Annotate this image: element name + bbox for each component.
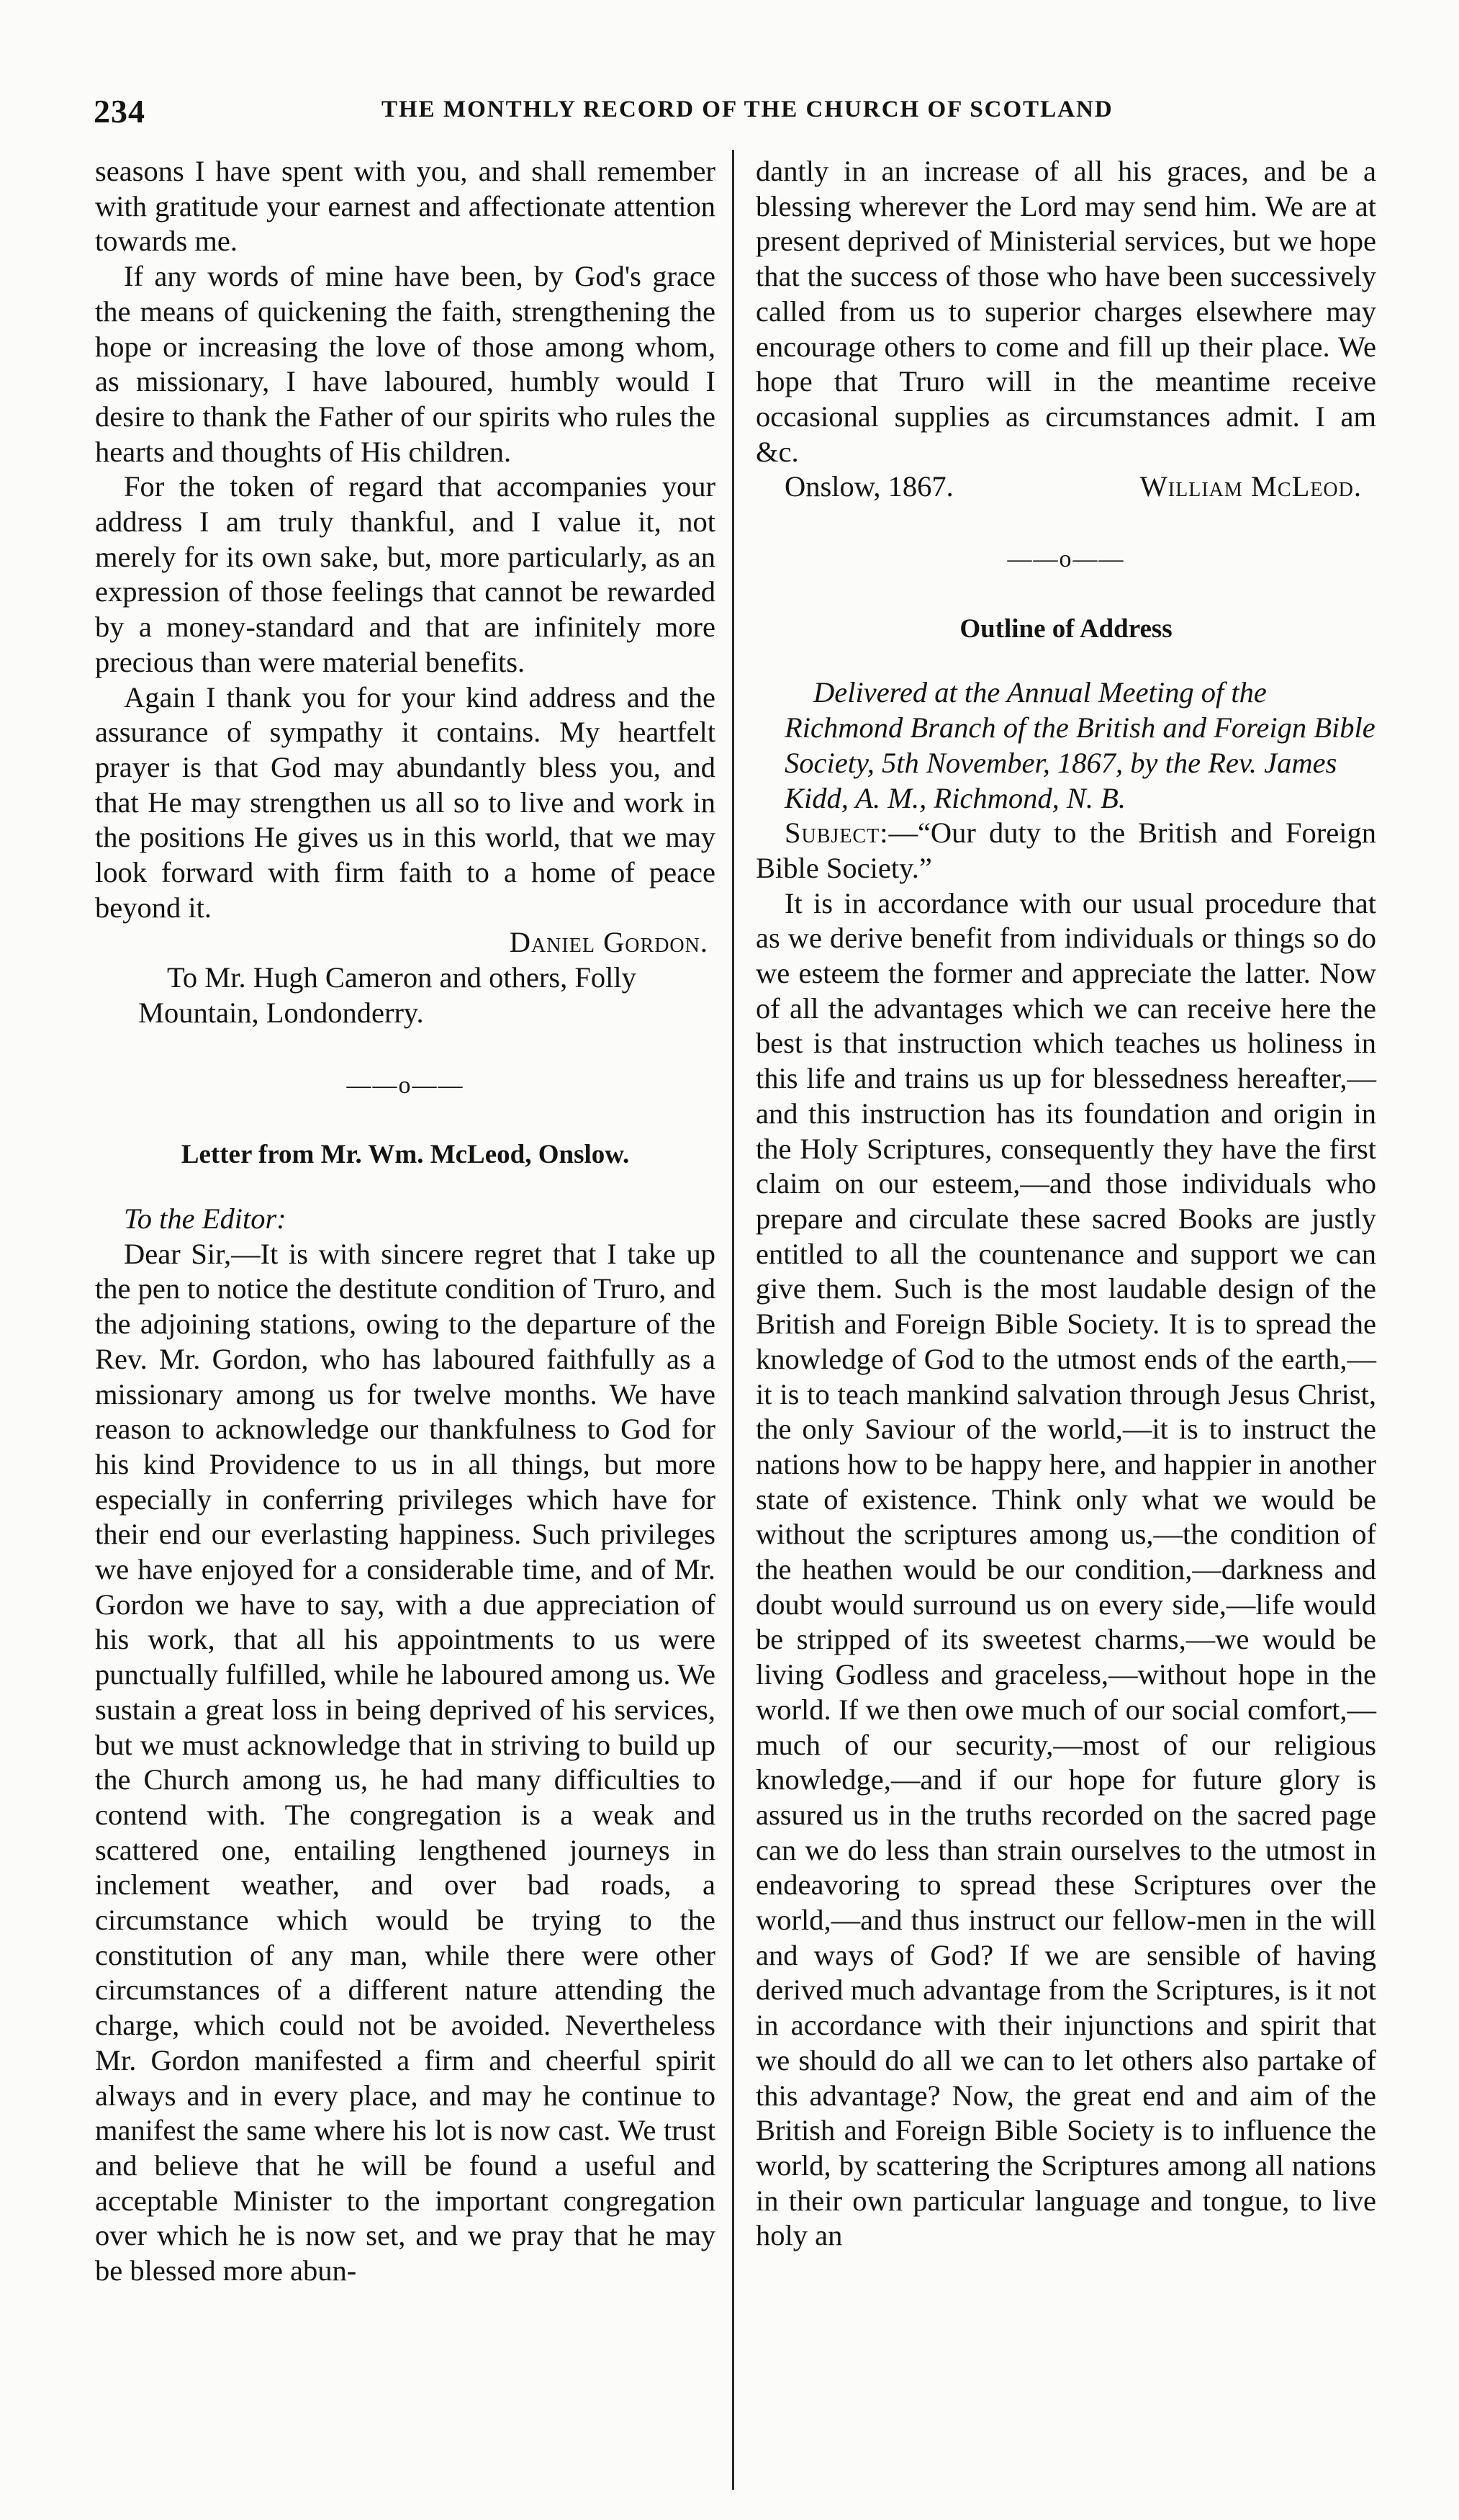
mcleod-salutation: To the Editor: (124, 1202, 286, 1235)
mcleod-signature-line (756, 469, 1376, 505)
running-head (94, 92, 1360, 135)
subject-text: —“Our duty to the British and Foreign Bible Society.” (756, 816, 1376, 884)
address-heading: Outline of Address (959, 613, 1173, 644)
gordon-addressee: To Mr. Hugh Cameron and others, Folly Mountain, Londonderry. (138, 961, 636, 1029)
right-column (756, 154, 1376, 2254)
address-paragraph-1: It is in accordance with our usual procedure that as we derive benefit from individuals or things so do we esteem the former and appreciate the latter. Now of all the advantages which we can receive here the best is that instruction which teaches us holiness in this life and trains us up for blessedness hereafter,—and this instruction has its foundation and origin in the Holy Scriptures, consequently they have the first claim on our esteem,—and those individuals who prepare and circulate these sacred Books are justly entitled to all the countenance and support we can give them. Such is the most laudable design of the British and Foreign Bible Society. It is to spread the knowledge of God to the utmost ends of the earth,—it is to teach mankind salvation through Jesus Christ, the only Saviour of the world,—it is to instruct the nations how to be happy here, and happier in another state of existence. Think only what we would be without the scriptures among us,—the condition of the heathen would be our condition,—darkness and doubt would surround us on every side,—life would be stripped of its sweetest charms,—we would be living Godless and graceless,—without hope in the world. If we then owe much of our social comfort,—much of our security,—most of our religious knowledge,—and if our hope for future glory is assured us in the truths recorded on the sacred page can we do less than strain ourselves to the utmost in endeavoring to spread these Scriptures over the world,—and thus instruct our fellow-men in the will and ways of God? If we are sensible of having derived much advantage from the Scriptures, is it not in accordance with their injunctions and spirit that we should do all we can to let others also partake of this advantage? Now, the great end and aim of the British and Foreign Bible Society is to influence the world, by scattering the Scriptures among all nations in their own particular language and tongue, to live holy an (756, 886, 1376, 2252)
mcleod-place-date: Onslow, 1867. (785, 470, 954, 503)
address-subject (756, 816, 1376, 886)
gordon-letter-paragraph-4: Again I thank you for your kind address and the assurance of sympathy it contains. My heartfelt prayer is that God may abundantly bless you, and that He may strengthen us all so to live and work in the positions He gives us in this world, that we may look forward with firm faith to a home of peace beyond it. (95, 680, 715, 924)
section-separator: ——o—— (346, 1071, 464, 1099)
left-column (95, 154, 715, 2289)
page-number: 234 (94, 93, 145, 130)
mcleod-letter-heading: Letter from Mr. Wm. McLeod, Onslow. (181, 1140, 630, 1170)
address-subtitle: Delivered at the Annual Meeting of the Richmond Branch of the British and Foreign Bible Society, 5th November, 1867, by the Rev. James Kidd, A. M., Richmond, N. B. (785, 676, 1376, 814)
mcleod-letter-paragraph-1: Dear Sir,—It is with sincere regret that I take up the pen to notice the destitute condition of Truro, and the adjoining stations, owing to the departure of the Rev. Mr. Gordon, who has laboured faithfully as a missionary among us for twelve months. We have reason to acknowledge our thankfulness to God for his kind Providence to us in all things, but more especially in conferring privileges which have for their end our everlasting happiness. Such privileges we have enjoyed for a considerable time, and of Mr. Gordon we have to say, with a due appreciation of his work, that all his appointments to us were punctually fulfilled, while he laboured among us. We sustain a great loss in being deprived of his services, but we must acknowledge that in striving to build up the Church among us, he had many difficulties to contend with. The congregation is a weak and scattered one, entailing lengthened journeys in inclement weather, and over bad roads, a circumstance which would be trying to the constitution of any man, while there were other circumstances of a different nature attending the charge, which could not be avoided. Nevertheless Mr. Gordon manifested a firm and cheerful spirit always and in every place, and may he continue to manifest the same where his lot is now cast. We trust and believe that he will be found a useful and acceptable Minister to the important congregation over which he is now set, and we pray that he may be blessed more abun- (95, 1237, 715, 2287)
mcleod-signature: William McLeod. (1139, 470, 1362, 503)
column-divider (732, 150, 734, 2490)
gordon-letter-paragraph-3: For the token of regard that accompanies your address I am truly thankful, and I value it, not merely for its own sake, but, more particularly, as an expression of those feelings that cannot be rewarded by a money-standard and that are infinitely more precious than were material benefits. (95, 470, 715, 678)
section-separator: ——o—— (1007, 546, 1125, 573)
gordon-letter-paragraph-1: seasons I have spent with you, and shall remember with gratitude your earnest and affectionate attention towards me. (95, 155, 715, 258)
gordon-signature (95, 925, 715, 960)
gordon-signature-name: Daniel Gordon. (509, 926, 708, 959)
gordon-letter-paragraph-2: If any words of mine have been, by God's grace the means of quickening the faith, strengthening the hope or increasing the love of those among whom, as missionary, I have laboured, humbly would I desire to thank the Father of our spirits who rules the hearts and thoughts of His children. (95, 260, 715, 468)
journal-title: THE MONTHLY RECORD OF THE CHURCH OF SCOTLAND (381, 96, 1114, 122)
subject-label: Subject: (785, 816, 889, 850)
mcleod-letter-continuation: dantly in an increase of all his graces, and be a blessing wherever the Lord may send him. We are at present deprived of Ministerial services, but we hope that the success of those who have been successively called from us to superior charges elsewhere may encourage others to come and fill up their place. We hope that Truro will in the meantime receive occasional supplies as circumstances admit. I am &c. (756, 155, 1376, 468)
